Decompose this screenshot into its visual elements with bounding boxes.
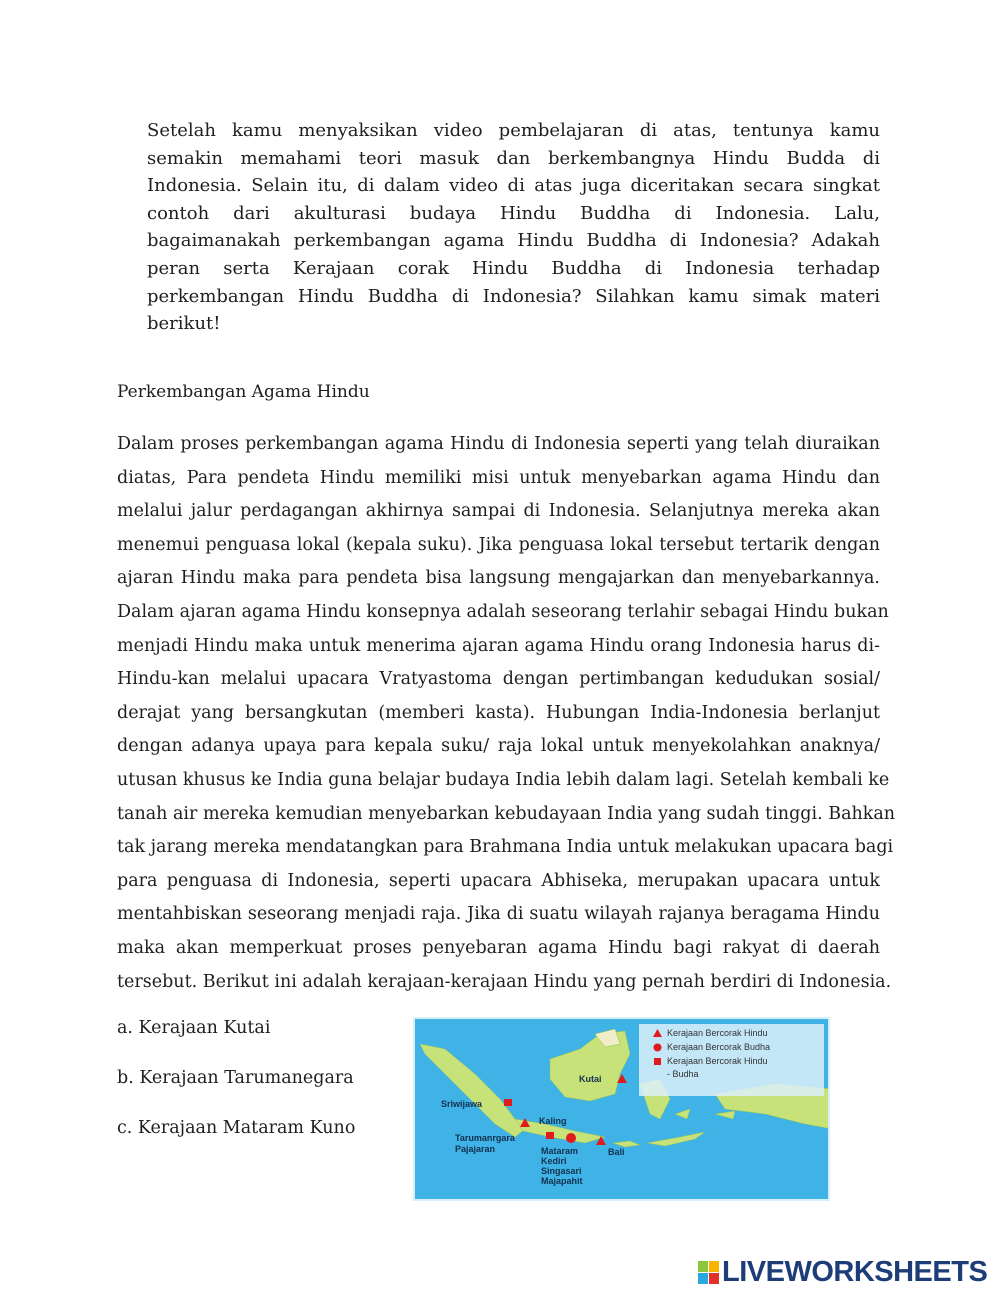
map-label-kaling: Kaling <box>539 1116 567 1126</box>
body-line: para penguasa di Indonesia, seperti upacara Abhiseka, merupakan upacara untuk <box>117 870 880 891</box>
body-line: dengan adanya upaya para kepala suku/ raja lokal untuk menyekolahkan anaknya/ <box>117 736 880 757</box>
intro-line: perkembangan Hindu Buddha di Indonesia? Silahkan kamu simak materi <box>147 285 880 307</box>
liveworksheets-logo <box>698 1256 987 1289</box>
body-line: menjadi Hindu maka untuk menerima ajaran agama Hindu orang Indonesia harus di- <box>117 635 880 656</box>
map-label-kediri: Kediri <box>541 1156 567 1166</box>
body-line: tersebut. Berikut ini adalah kerajaan-kerajaan Hindu yang pernah berdiri di Indonesia. <box>117 971 892 992</box>
map-label-sriwijawa: Sriwijawa <box>441 1099 483 1109</box>
map-label-singasari: Singasari <box>541 1166 582 1176</box>
intro-line: bagaimanakah perkembangan agama Hindu Buddha di Indonesia? Adakah <box>147 230 880 252</box>
legend-hindu-budha-cont: - Budha <box>667 1069 699 1079</box>
map-label-majapahit: Majapahit <box>541 1176 583 1186</box>
section-heading: Perkembangan Agama Hindu <box>117 382 370 402</box>
body-line: menemui penguasa lokal (kepala suku). Jika penguasa lokal tersebut tertarik dengan <box>117 534 880 555</box>
body-line: tanah air mereka kemudian menyebarkan kebudayaan India yang sudah tinggi. Bahkan <box>117 803 896 824</box>
intro-line: Indonesia. Selain itu, di dalam video di atas juga diceritakan secara singkat <box>147 175 880 197</box>
body-line: Dalam ajaran agama Hindu konsepnya adalah seseorang terlahir sebagai Hindu bukan <box>117 601 889 622</box>
intro-line: semakin memahami teori masuk dan berkembangnya Hindu Budda di <box>147 147 880 169</box>
intro-line: peran serta Kerajaan corak Hindu Buddha di Indonesia terhadap <box>147 257 880 279</box>
map-label-pajajaran: Pajajaran <box>455 1144 496 1154</box>
logo-text: LIVEWORKSHEETS <box>722 1256 988 1288</box>
map-label-bali: Bali <box>608 1147 625 1157</box>
legend-row <box>653 1028 768 1038</box>
square-marker-icon <box>653 1057 662 1066</box>
body-line: utusan khusus ke India guna belajar budaya India lebih dalam lagi. Setelah kembali ke <box>117 769 890 790</box>
intro-line: Setelah kamu menyaksikan video pembelajaran di atas, tentunya kamu <box>147 120 880 141</box>
body-paragraph <box>117 428 896 999</box>
legend-hindu: Kerajaan Bercorak Hindu <box>667 1028 768 1038</box>
legend-budha: Kerajaan Bercorak Budha <box>667 1042 771 1052</box>
list-item: b. Kerajaan Tarumanegara <box>117 1068 354 1088</box>
body-line: diatas, Para pendeta Hindu memiliki misi untuk menyebarkan agama Hindu dan <box>117 467 880 488</box>
circle-marker-icon <box>653 1043 662 1052</box>
intro-paragraph <box>147 117 880 338</box>
intro-line: berikut! <box>147 313 221 335</box>
body-line: Dalam proses perkembangan agama Hindu di Indonesia seperti yang telah diuraikan <box>117 434 880 454</box>
map-label-tarumanagara: Tarumanrgara <box>455 1133 515 1143</box>
map-label-mataram: Mataram <box>541 1146 579 1156</box>
kingdoms-map <box>413 1017 830 1201</box>
body-line: mentahbiskan seseorang menjadi raja. Jika di suatu wilayah rajanya beragama Hindu <box>117 904 880 925</box>
body-line: maka akan memperkuat proses penyebaran agama Hindu bagi rakyat di daerah <box>117 937 880 958</box>
body-line: Hindu-kan melalui upacara Vratyastoma dengan pertimbangan kedudukan sosial/ <box>117 669 880 690</box>
body-line: ajaran Hindu maka para pendeta bisa langsung mengajarkan dan menyebarkannya. <box>117 568 880 589</box>
logo-cube-icon <box>698 1261 719 1284</box>
body-line: melalui jalur perdagangan akhirnya sampai di Indonesia. Selanjutnya mereka akan <box>117 501 880 522</box>
legend-hindu-budha: Kerajaan Bercorak Hindu <box>667 1056 768 1066</box>
legend-row <box>653 1056 768 1066</box>
body-line: tak jarang mereka mendatangkan para Brahmana India untuk melakukan upacara bagi <box>117 837 894 858</box>
legend-row <box>653 1042 770 1052</box>
list-item: c. Kerajaan Mataram Kuno <box>117 1118 356 1138</box>
triangle-marker-icon <box>653 1029 662 1038</box>
map-legend <box>639 1024 824 1096</box>
body-line: derajat yang bersangkutan (memberi kasta). Hubungan India-Indonesia berlanjut <box>117 702 880 723</box>
intro-line: contoh dari akulturasi budaya Hindu Buddha di Indonesia. Lalu, <box>147 202 880 224</box>
map-label-kutai: Kutai <box>579 1074 602 1084</box>
list-item: a. Kerajaan Kutai <box>117 1018 271 1038</box>
